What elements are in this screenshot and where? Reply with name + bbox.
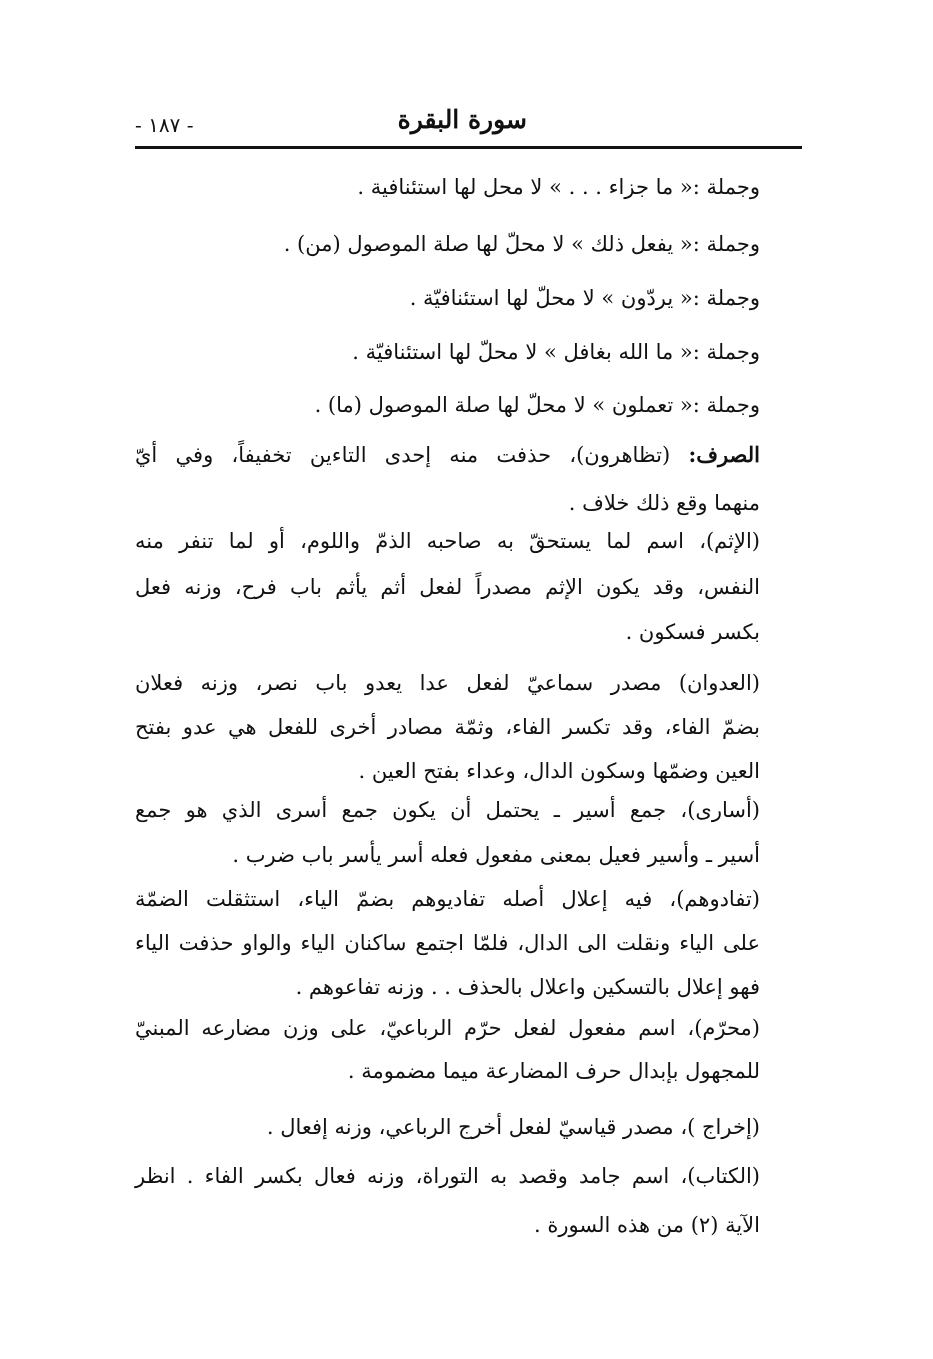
text-line: (الكتاب)، اسم جامد وقصد به التوراة، وزنه فعال بكسر الفاء . انظر [135,1164,760,1188]
text-line: العين وضمّها وسكون الدال، وعداء بفتح العين . [358,759,760,783]
text-line: على الياء ونقلت الى الدال، فلمّا اجتمع ساكنان الياء والواو حذفت الياء [135,931,760,955]
text-line: (تفادوهم)، فيه إعلال أصله تفاديوهم بضمّ الياء، استثقلت الضمّة [135,887,760,911]
text-line: (إخراج )، مصدر قياسيّ لفعل أخرج الرباعي، وزنه إفعال . [266,1115,760,1139]
text-span: (تظاهرون)، حذفت منه إحدى التاءين تخفيفاً، وفي أيّ [135,443,689,467]
header-rule [135,146,802,149]
text-line: بضمّ الفاء، وقد تكسر الفاء، وثمّة مصادر أخرى للفعل هي عدو بفتح [135,715,760,739]
text-line: بكسر فسكون . [625,620,760,644]
text-line: وجملة :« يفعل ذلك » لا محلّ لها صلة الموصول (من) . [283,232,760,256]
text-line: وجملة :« ما جزاء . . . » لا محل لها استئنافية . [357,175,760,199]
text-line: (الإثم)، اسم لما يستحقّ به صاحبه الذمّ واللوم، أو لما تنفر منه [135,529,760,553]
text-line: الآية (٢) من هذه السورة . [534,1213,760,1237]
text-line: أسير ـ وأسير فعيل بمعنى مفعول فعله أسر يأسر باب ضرب . [232,843,760,867]
text-line: وجملة :« يردّون » لا محلّ لها استئنافيّة . [409,286,760,310]
page-title: سورة البقرة [397,105,527,134]
page-header [135,95,802,147]
text-line: منهما وقع ذلك خلاف . [568,491,760,515]
text-line: (أسارى)، جمع أسير ـ يحتمل أن يكون جمع أسرى الذي هو جمع [135,798,760,822]
text-line: (محرّم)، اسم مفعول لفعل حرّم الرباعيّ، على وزن مضارعه المبنيّ [135,1016,760,1040]
text-line: النفس، وقد يكون الإثم مصدراً لفعل أثم يأثم باب فرح، وزنه فعل [135,575,760,599]
text-line: للمجهول بإبدال حرف المضارعة ميما مضمومة . [347,1059,760,1083]
text-line: فهو إعلال بالتسكين واعلال بالحذف . . وزنه تفاعوهم . [295,975,760,999]
sarf-paragraph-line [135,440,760,470]
text-line: وجملة :« تعملون » لا محلّ لها صلة الموصول (ما) . [314,393,760,417]
sarf-label: الصرف: [688,442,760,467]
text-line: (العدوان) مصدر سماعيّ لفعل عدا يعدو باب نصر، وزنه فعلان [135,671,760,695]
page-number: - ١٨٧ - [135,113,194,137]
text-line: وجملة :« ما الله بغافل » لا محلّ لها استئنافيّة . [352,340,760,364]
